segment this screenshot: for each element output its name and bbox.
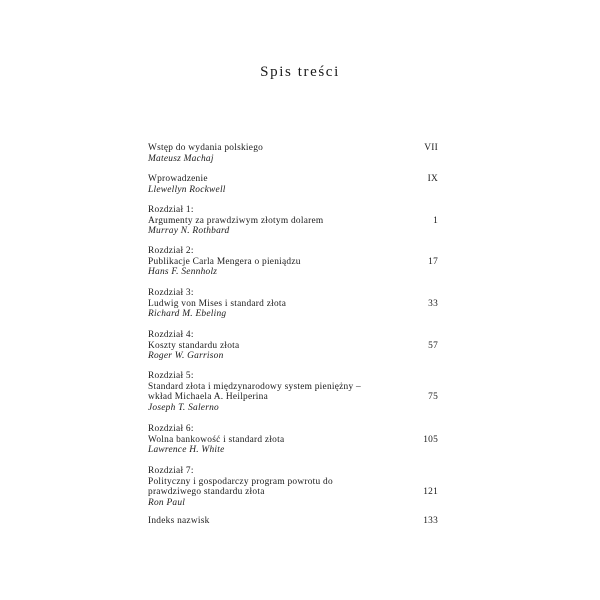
entry-page-number: 105: [423, 434, 438, 445]
toc-entry: [148, 371, 440, 413]
entry-page-number: VII: [424, 143, 438, 153]
entry-page-number: IX: [427, 174, 438, 184]
entry-chapter-label: Rozdział 2:: [148, 246, 194, 256]
entry-title-line: prawdziwego standardu złota: [148, 487, 265, 498]
toc-entry: [148, 174, 440, 195]
toc-entry: [148, 516, 440, 527]
entry-title-line: Standard złota i międzynarodowy system pieniężny –: [148, 381, 361, 392]
toc-entry: [148, 466, 440, 508]
entry-page-number: 17: [428, 256, 438, 267]
entry-chapter-label: Rozdział 6:: [148, 424, 194, 434]
entry-chapter-label: Rozdział 7:: [148, 466, 194, 476]
entry-page-number: 121: [423, 487, 438, 498]
entry-chapter-label: Rozdział 5:: [148, 371, 194, 381]
entry-page-number: 33: [428, 298, 438, 309]
toc-entry: [148, 424, 440, 456]
entry-author: Mateusz Machaj: [148, 153, 214, 164]
entry-page-number: 75: [428, 392, 438, 403]
entry-title-line: Wstęp do wydania polskiego: [148, 143, 264, 153]
entry-title-line: Wprowadzenie: [148, 174, 208, 184]
entry-author: Llewellyn Rockwell: [148, 184, 226, 195]
entry-title-line: wkład Michaela A. Heilperina: [148, 392, 268, 403]
toc-entry: [148, 205, 440, 237]
entry-author: Roger W. Garrison: [148, 351, 224, 362]
entry-title-line: Polityczny i gospodarczy program powrotu do: [148, 476, 333, 487]
entry-author: Richard M. Ebeling: [148, 309, 227, 320]
entry-chapter-label: Rozdział 3:: [148, 288, 194, 298]
entry-title-line: Wolna bankowość i standard złota: [148, 434, 285, 445]
entry-page-number: 133: [423, 516, 438, 526]
entry-page-number: 1: [433, 215, 438, 226]
entry-title-line: Argumenty za prawdziwym złotym dolarem: [148, 215, 324, 226]
entry-chapter-label: Rozdział 4:: [148, 330, 194, 340]
entry-author: Hans F. Sennholz: [148, 267, 218, 278]
entry-chapter-label: Rozdział 1:: [148, 205, 194, 215]
toc-entry: [148, 246, 440, 278]
toc-entry: [148, 143, 440, 164]
entry-author: Ron Paul: [148, 497, 186, 508]
entry-author: Murray N. Rothbard: [148, 226, 230, 237]
entry-title-line: Indeks nazwisk: [148, 516, 210, 526]
toc-entry: [148, 330, 440, 362]
entry-title-line: Koszty standardu złota: [148, 340, 240, 351]
entry-author: Lawrence H. White: [148, 445, 225, 456]
entry-title-line: Ludwig von Mises i standard złota: [148, 298, 287, 309]
toc-entry: [148, 288, 440, 320]
entry-title-line: Publikacje Carla Mengera o pieniądzu: [148, 256, 301, 267]
entry-author: Joseph T. Salerno: [148, 402, 219, 413]
entry-page-number: 57: [428, 340, 438, 351]
page-title: Spis treści: [260, 64, 340, 80]
